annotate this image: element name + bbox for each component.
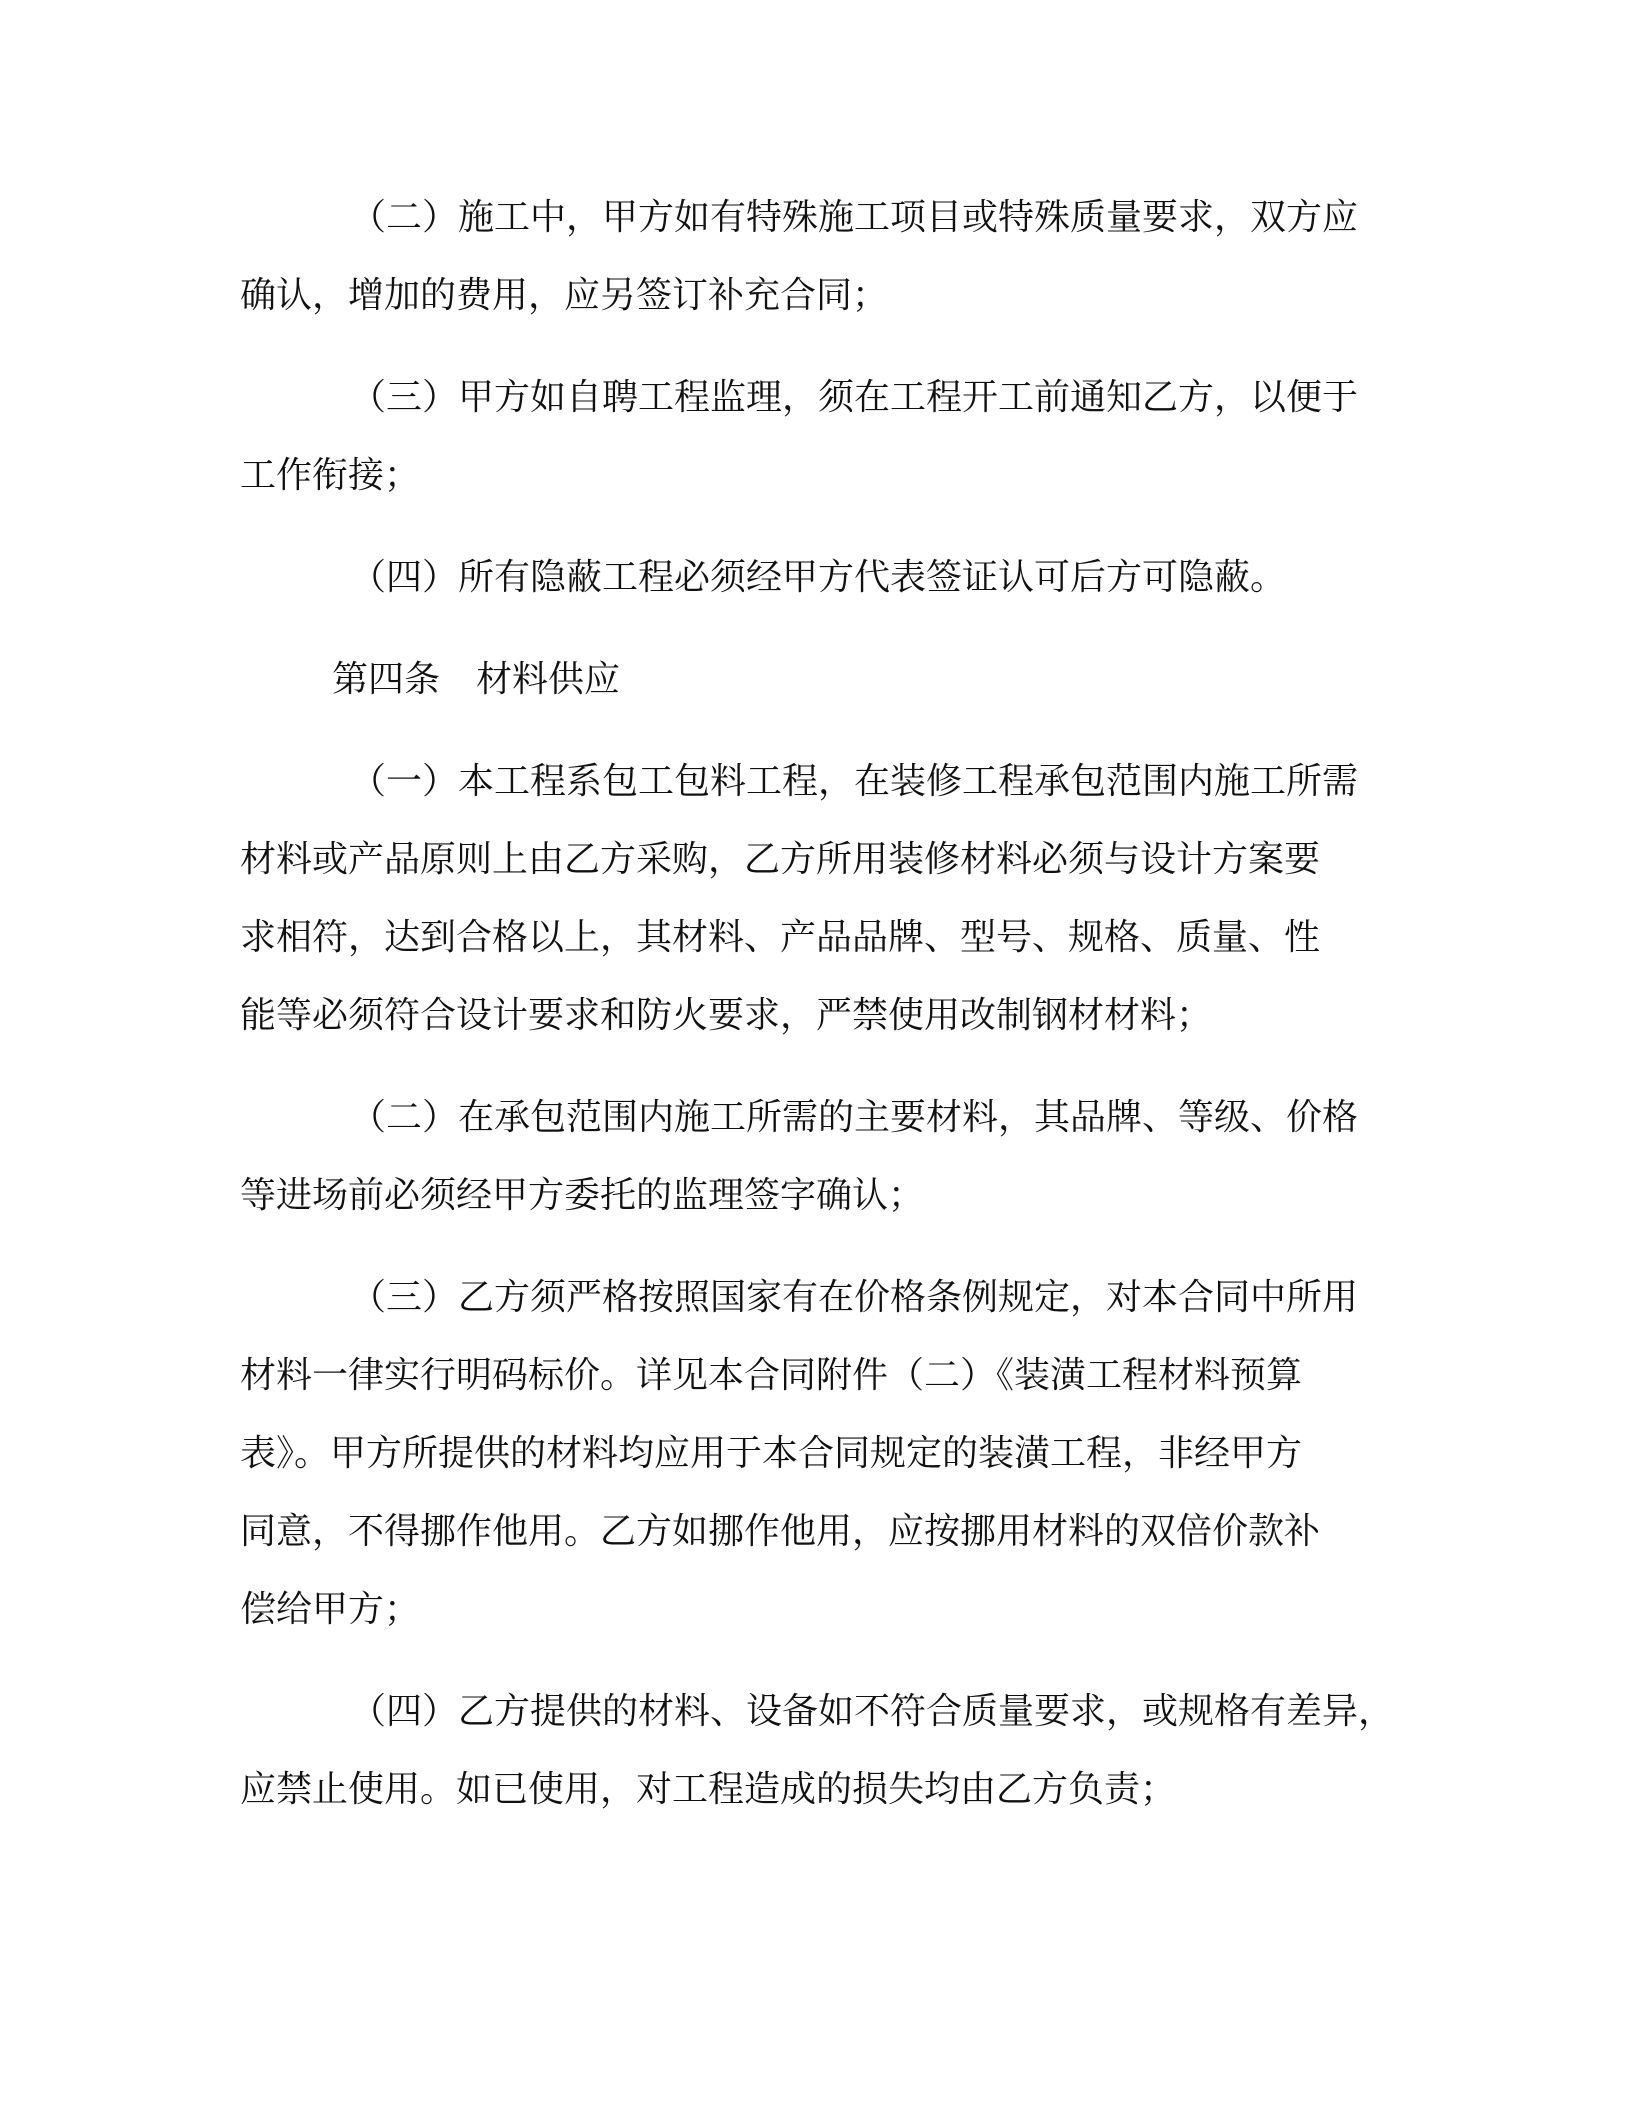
text-line: 求相符，达到合格以上，其材料、产品品牌、型号、规格、质量、性 [240, 917, 1321, 958]
text-line: （一）本工程系包工包料工程，在装修工程承包范围内施工所需 [350, 761, 1359, 802]
text-line: 偿给甲方； [240, 1589, 421, 1630]
text-line: （四）所有隐蔽工程必须经甲方代表签证认可后方可隐蔽。 [350, 557, 1287, 598]
text-line: 同意，不得挪作他用。乙方如挪作他用，应按挪用材料的双倍价款补 [240, 1511, 1321, 1552]
text-line: （三）乙方须严格按照国家有在价格条例规定，对本合同中所用 [350, 1277, 1359, 1318]
text-line: 工作衔接； [240, 455, 421, 496]
text-line: 材料或产品原则上由乙方采购，乙方所用装修材料必须与设计方案要 [240, 839, 1321, 880]
text-line: 表》。甲方所提供的材料均应用于本合同规定的装潢工程，非经甲方 [240, 1433, 1303, 1474]
text-line: （四）乙方提供的材料、设备如不符合质量要求，或规格有差异， [350, 1691, 1395, 1732]
text-line: 材料一律实行明码标价。详见本合同附件（二）《装潢工程材料预算 [240, 1355, 1303, 1396]
text-line: （二）在承包范围内施工所需的主要材料，其品牌、等级、价格 [350, 1097, 1359, 1138]
text-line: 等进场前必须经甲方委托的监理签字确认； [240, 1175, 925, 1216]
section-heading: 第四条 材料供应 [332, 659, 621, 700]
text-line: 确认，增加的费用，应另签订补充合同； [240, 275, 889, 316]
text-line: 能等必须符合设计要求和防火要求，严禁使用改制钢材材料； [240, 995, 1213, 1036]
text-line: （三）甲方如自聘工程监理，须在工程开工前通知乙方，以便于 [350, 377, 1359, 418]
text-line: （二）施工中，甲方如有特殊施工项目或特殊质量要求，双方应 [350, 197, 1359, 238]
text-line: 应禁止使用。如已使用，对工程造成的损失均由乙方负责； [240, 1769, 1177, 1810]
